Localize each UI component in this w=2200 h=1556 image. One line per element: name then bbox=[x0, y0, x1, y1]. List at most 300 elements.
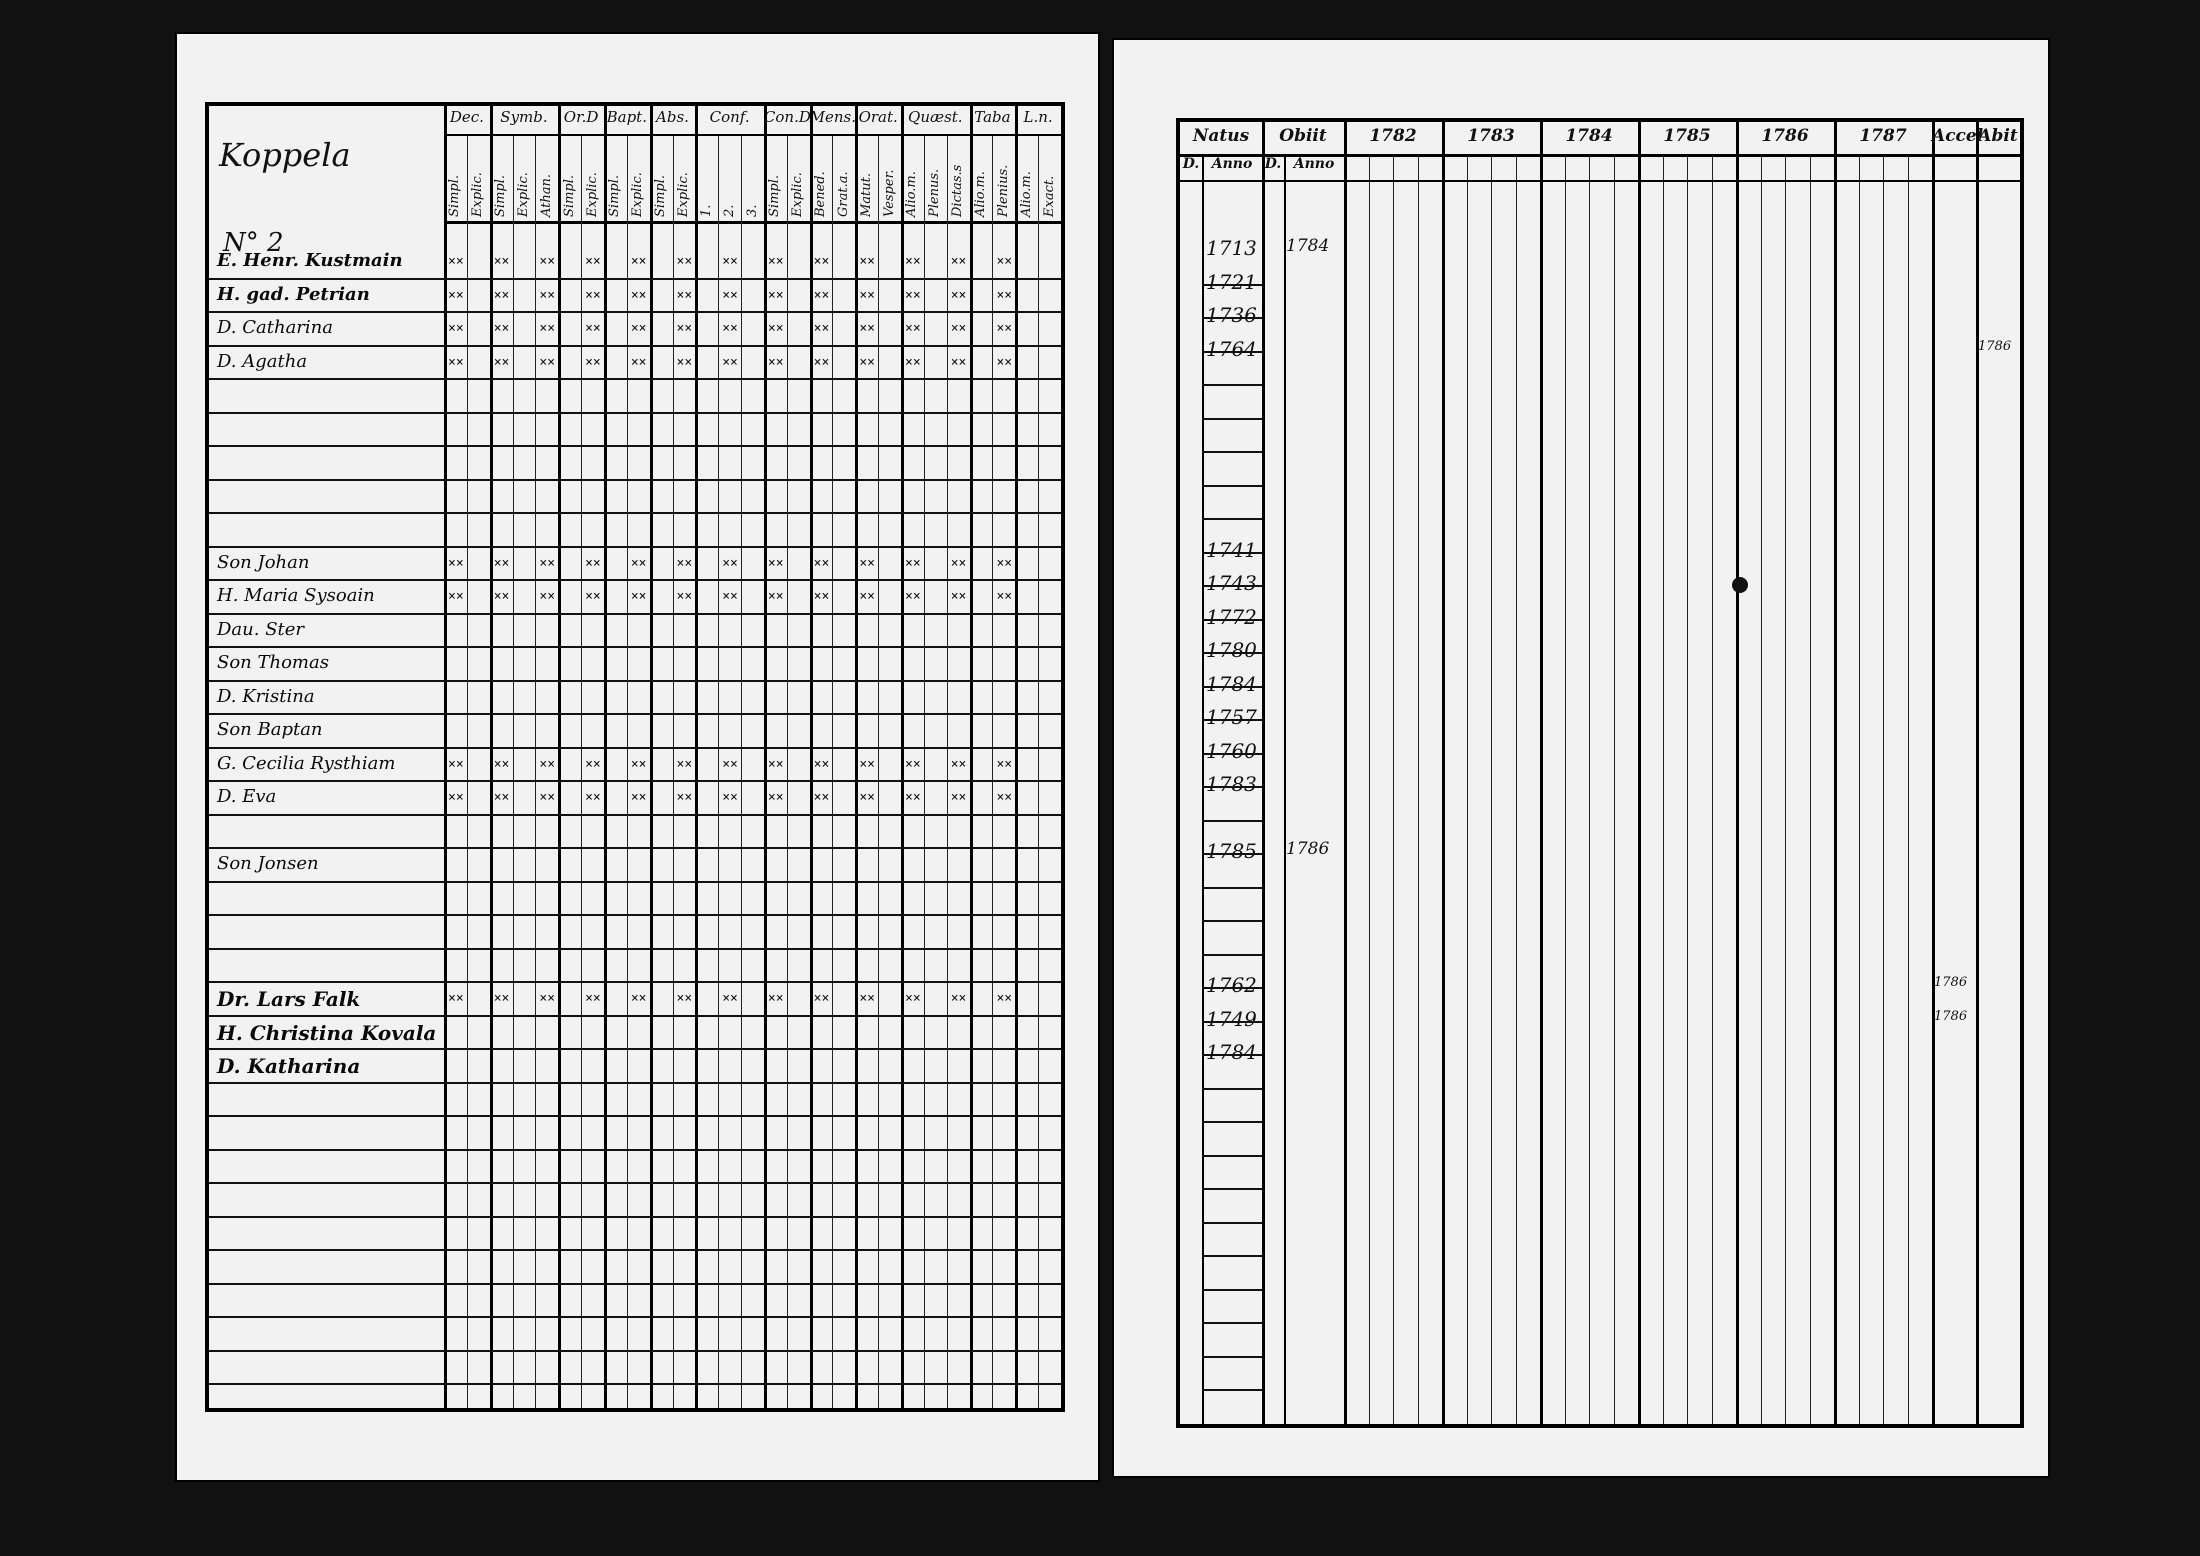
exam-mark: ×× bbox=[859, 991, 875, 1006]
exam-mark: ×× bbox=[448, 790, 464, 805]
right-row-line bbox=[1202, 1322, 1262, 1324]
right-row-line bbox=[1202, 1121, 1262, 1123]
right-subcolumn-header: Anno bbox=[1211, 156, 1253, 172]
exam-mark: ×× bbox=[813, 321, 830, 336]
exam-mark: ×× bbox=[950, 354, 967, 370]
register-row-line bbox=[209, 613, 1061, 615]
birth-year: 1762 bbox=[1206, 973, 1257, 997]
birth-year: 1784 bbox=[1206, 671, 1257, 696]
birth-year: 1749 bbox=[1206, 1006, 1257, 1031]
right-row-line bbox=[1202, 1389, 1262, 1391]
exam-mark: ×× bbox=[950, 555, 967, 571]
birth-year: 1783 bbox=[1206, 772, 1257, 796]
subcolumn-header: Explic. bbox=[584, 172, 600, 217]
register-row-line bbox=[209, 881, 1061, 883]
birth-year: 1780 bbox=[1206, 638, 1257, 662]
header-mid-divider bbox=[444, 134, 1061, 136]
column-divider bbox=[650, 106, 653, 1408]
right-column-divider bbox=[1540, 122, 1543, 1424]
column-header-7: Mens. bbox=[809, 108, 856, 126]
exam-mark: ×× bbox=[448, 756, 464, 772]
exam-mark: ×× bbox=[813, 790, 830, 805]
exam-mark: ×× bbox=[630, 991, 647, 1006]
exam-mark: ×× bbox=[813, 756, 830, 772]
register-row-line bbox=[209, 1149, 1061, 1151]
exam-mark: ×× bbox=[767, 254, 784, 269]
register-row-line bbox=[209, 1015, 1061, 1017]
right-row-line bbox=[1202, 1255, 1262, 1257]
register-row-line bbox=[209, 680, 1061, 682]
exam-mark: ×× bbox=[493, 287, 510, 303]
subcolumn-header: Plenus. bbox=[927, 168, 943, 217]
header-divider bbox=[444, 221, 1061, 224]
year-subcolumn-divider bbox=[1369, 154, 1370, 1424]
exam-mark: ×× bbox=[905, 756, 921, 772]
register-row-line bbox=[209, 445, 1061, 447]
right-column-divider bbox=[1834, 122, 1837, 1424]
exam-mark: ×× bbox=[448, 254, 464, 269]
year-subcolumn-divider bbox=[1589, 154, 1590, 1424]
exam-mark: ×× bbox=[493, 321, 510, 336]
exam-mark: ×× bbox=[676, 354, 693, 370]
exam-mark: ×× bbox=[585, 555, 601, 571]
exam-mark: ×× bbox=[813, 354, 830, 370]
exam-mark: ×× bbox=[539, 555, 556, 571]
column-header-8: Orat. bbox=[858, 108, 898, 126]
resident-name: Son Johan bbox=[217, 551, 310, 573]
column-header-9: Quæst. bbox=[908, 108, 963, 126]
column-header-6: Con.D bbox=[763, 108, 811, 126]
exam-mark: ×× bbox=[585, 589, 601, 604]
year-subcolumn-divider bbox=[1810, 154, 1811, 1424]
exam-mark: ×× bbox=[448, 354, 464, 370]
subcolumn-header: Grat.a. bbox=[835, 171, 851, 217]
year-subcolumn-divider bbox=[1883, 154, 1884, 1424]
subcolumn-header: Explic. bbox=[515, 172, 531, 217]
exam-mark: ×× bbox=[630, 555, 647, 571]
year-subcolumn-divider bbox=[1418, 154, 1419, 1424]
parish-title: Koppela bbox=[219, 136, 351, 174]
register-row-line bbox=[209, 546, 1061, 548]
register-row-line bbox=[209, 981, 1061, 983]
subcolumn-header: Simpl. bbox=[493, 174, 509, 217]
exam-mark: ×× bbox=[585, 991, 601, 1006]
right-row-line bbox=[1202, 384, 1262, 386]
exam-mark: ×× bbox=[722, 589, 738, 604]
right-column-header-0: Natus bbox=[1192, 126, 1250, 146]
resident-name: Son Jonsen bbox=[217, 853, 319, 874]
right-column-header-5: 1785 bbox=[1663, 126, 1711, 146]
column-header-2: Or.D bbox=[563, 108, 599, 126]
right-column-header-8: Accel bbox=[1932, 126, 1984, 146]
exam-mark: ×× bbox=[996, 991, 1013, 1006]
exam-mark: ×× bbox=[859, 555, 875, 571]
birth-year: 1760 bbox=[1206, 738, 1257, 763]
exam-mark: ×× bbox=[630, 321, 647, 336]
column-header-0: Dec. bbox=[449, 108, 484, 126]
exam-mark: ×× bbox=[676, 790, 693, 805]
exam-mark: ×× bbox=[859, 354, 875, 370]
exam-mark: ×× bbox=[996, 354, 1013, 370]
register-row-line bbox=[209, 1082, 1061, 1084]
column-header-10: Taba bbox=[974, 108, 1011, 126]
exam-mark: ×× bbox=[676, 287, 693, 303]
exam-mark: ×× bbox=[859, 756, 875, 772]
exam-mark: ×× bbox=[539, 287, 556, 303]
exam-mark: ×× bbox=[950, 756, 967, 772]
right-column-header-6: 1786 bbox=[1761, 126, 1809, 146]
right-column-header-1: Obiit bbox=[1279, 126, 1327, 146]
exam-mark: ×× bbox=[722, 254, 738, 269]
register-row-line bbox=[209, 1216, 1061, 1218]
register-row-line bbox=[209, 948, 1061, 950]
exam-mark: ×× bbox=[539, 756, 556, 772]
subcolumn-header: Alio.m. bbox=[973, 171, 989, 217]
column-header-5: Conf. bbox=[709, 108, 750, 126]
column-divider bbox=[558, 106, 561, 1408]
subcolumn-header: Exact. bbox=[1041, 175, 1057, 217]
exam-mark: ×× bbox=[448, 589, 464, 604]
exam-mark: ×× bbox=[813, 254, 830, 269]
exam-mark: ×× bbox=[539, 589, 556, 604]
birth-year: 1757 bbox=[1206, 705, 1257, 729]
subcolumn-header: Explic. bbox=[675, 172, 691, 217]
column-divider bbox=[764, 106, 767, 1408]
exam-mark: ×× bbox=[676, 991, 693, 1006]
register-row-line bbox=[209, 1316, 1061, 1318]
exam-mark: ×× bbox=[767, 555, 784, 571]
resident-name: Son Thomas bbox=[217, 652, 329, 673]
birth-year: 1764 bbox=[1206, 336, 1257, 361]
exam-mark: ×× bbox=[767, 287, 784, 303]
right-row-line bbox=[1202, 1356, 1262, 1358]
column-divider bbox=[970, 106, 973, 1408]
year-subcolumn-divider bbox=[1908, 154, 1909, 1424]
birth-year: 1743 bbox=[1206, 571, 1257, 595]
exam-mark: ×× bbox=[493, 589, 510, 604]
subcolumn-header: Vesper. bbox=[881, 169, 897, 217]
exam-mark: ×× bbox=[722, 555, 738, 571]
register-row-line bbox=[209, 814, 1061, 816]
column-divider bbox=[901, 106, 904, 1408]
exam-mark: ×× bbox=[767, 790, 784, 805]
register-row-line bbox=[209, 378, 1061, 380]
right-column-divider bbox=[1976, 122, 1979, 1424]
death-year: 1784 bbox=[1286, 236, 1330, 256]
exam-mark: ×× bbox=[493, 354, 510, 370]
exam-mark: ×× bbox=[859, 790, 875, 805]
exam-mark: ×× bbox=[950, 790, 967, 805]
exam-mark: ×× bbox=[767, 589, 784, 604]
register-row-line bbox=[209, 278, 1061, 280]
exam-mark: ×× bbox=[950, 254, 967, 269]
exam-mark: ×× bbox=[905, 254, 921, 269]
exam-mark: ×× bbox=[996, 287, 1013, 303]
exam-mark: ×× bbox=[493, 555, 510, 571]
right-column-divider bbox=[1262, 122, 1265, 1424]
register-row-line bbox=[209, 479, 1061, 481]
right-column-header-3: 1783 bbox=[1467, 126, 1515, 146]
resident-name: D. Eva bbox=[217, 786, 277, 807]
subcolumn-header: Explic. bbox=[790, 172, 806, 217]
exam-mark: ×× bbox=[859, 287, 875, 303]
register-row-line bbox=[209, 780, 1061, 782]
resident-name: Son Baptan bbox=[217, 719, 323, 740]
right-column-divider bbox=[1442, 122, 1445, 1424]
year-subcolumn-divider bbox=[1516, 154, 1517, 1424]
exam-mark: ×× bbox=[996, 555, 1013, 571]
subcolumn-header: 1. bbox=[698, 204, 714, 217]
column-header-1: Symb. bbox=[500, 108, 548, 126]
exam-mark: ×× bbox=[539, 321, 556, 336]
register-row-line bbox=[209, 847, 1061, 849]
right-column-divider bbox=[1344, 122, 1347, 1424]
right-column-header-7: 1787 bbox=[1859, 126, 1907, 146]
exam-mark: ×× bbox=[950, 321, 967, 336]
exam-mark: ×× bbox=[676, 756, 693, 772]
exam-mark: ×× bbox=[585, 756, 601, 772]
right-row-line bbox=[1202, 887, 1262, 889]
death-year: 1786 bbox=[1286, 839, 1330, 859]
column-header-11: L.n. bbox=[1023, 108, 1053, 126]
register-row-line bbox=[209, 579, 1061, 581]
right-row-line bbox=[1202, 1289, 1262, 1291]
exam-mark: ×× bbox=[905, 991, 921, 1006]
exam-mark: ×× bbox=[493, 254, 510, 269]
accel-year: 1786 bbox=[1934, 975, 1968, 990]
exam-mark: ×× bbox=[448, 321, 464, 336]
exam-mark: ×× bbox=[630, 254, 647, 269]
right-column-header-2: 1782 bbox=[1369, 126, 1417, 146]
subcolumn-header: 3. bbox=[744, 204, 760, 217]
column-divider bbox=[855, 106, 858, 1408]
name-column-divider bbox=[444, 106, 447, 1408]
column-header-4: Abs. bbox=[656, 108, 689, 126]
right-row-line bbox=[1202, 1188, 1262, 1190]
right-column-header-9: Abit bbox=[1978, 126, 2018, 146]
resident-name: H. Maria Sysoain bbox=[217, 585, 375, 606]
resident-name: D. Agatha bbox=[217, 350, 308, 372]
year-subcolumn-divider bbox=[1859, 154, 1860, 1424]
birth-year: 1741 bbox=[1206, 537, 1257, 562]
exam-mark: ×× bbox=[767, 354, 784, 370]
exam-mark: ×× bbox=[448, 287, 464, 303]
exam-mark: ×× bbox=[630, 589, 647, 604]
register-row-line bbox=[209, 311, 1061, 313]
exam-mark: ×× bbox=[996, 589, 1013, 604]
right-row-line bbox=[1202, 1088, 1262, 1090]
exam-mark: ×× bbox=[722, 321, 738, 336]
abit-year: 1786 bbox=[1978, 338, 2012, 354]
birth-year: 1713 bbox=[1206, 236, 1257, 260]
exam-mark: ×× bbox=[950, 287, 967, 303]
subcolumn-header: Simpl. bbox=[767, 174, 783, 217]
subcolumn-header: Dictas.s bbox=[950, 164, 966, 217]
household-number: N° 2 bbox=[223, 228, 284, 258]
register-row-line bbox=[209, 713, 1061, 715]
year-subcolumn-divider bbox=[1663, 154, 1664, 1424]
exam-mark: ×× bbox=[905, 287, 921, 303]
column-header-3: Bapt. bbox=[606, 108, 647, 126]
exam-mark: ×× bbox=[539, 354, 556, 370]
column-divider bbox=[695, 106, 698, 1408]
right-column-divider bbox=[1736, 122, 1739, 1424]
exam-mark: ×× bbox=[448, 555, 464, 571]
subcolumn-header: Alio.m. bbox=[1018, 171, 1034, 217]
subcolumn-header: 2. bbox=[721, 204, 737, 217]
exam-mark: ×× bbox=[585, 287, 601, 303]
register-row-line bbox=[209, 1115, 1061, 1117]
register-row-line bbox=[209, 1048, 1061, 1050]
right-row-line bbox=[1202, 920, 1262, 922]
column-divider bbox=[604, 106, 607, 1408]
exam-mark: ×× bbox=[905, 321, 921, 336]
right-subcolumn-header: D. bbox=[1264, 156, 1282, 172]
subcolumn-header: Simpl. bbox=[447, 174, 463, 217]
exam-mark: ×× bbox=[630, 790, 647, 805]
register-row-line bbox=[209, 646, 1061, 648]
right-row-line bbox=[1202, 485, 1262, 487]
birth-year: 1772 bbox=[1206, 604, 1257, 629]
exam-mark: ×× bbox=[722, 790, 738, 805]
right-column-divider bbox=[1638, 122, 1641, 1424]
exam-mark: ×× bbox=[813, 555, 830, 571]
exam-mark: ×× bbox=[676, 555, 693, 571]
exam-mark: ×× bbox=[905, 354, 921, 370]
subcolumn-header: Alio.m. bbox=[904, 171, 920, 217]
year-subcolumn-divider bbox=[1761, 154, 1762, 1424]
right-subcolumn-divider bbox=[1202, 154, 1204, 1424]
right-column-header-4: 1784 bbox=[1565, 126, 1613, 146]
exam-mark: ×× bbox=[539, 790, 556, 805]
birth-year: 1785 bbox=[1206, 839, 1257, 863]
resident-name: D. Catharina bbox=[217, 317, 333, 338]
exam-mark: ×× bbox=[859, 321, 875, 336]
ink-blot bbox=[1732, 577, 1748, 593]
right-subcolumn-header: D. bbox=[1182, 156, 1200, 172]
exam-mark: ×× bbox=[996, 756, 1013, 772]
resident-name: D. Katharina bbox=[217, 1054, 361, 1078]
register-row-line bbox=[209, 1350, 1061, 1352]
register-row-line bbox=[209, 914, 1061, 916]
subcolumn-header: Simpl. bbox=[653, 174, 669, 217]
exam-mark: ×× bbox=[813, 991, 830, 1006]
subcolumn-header: Bened. bbox=[813, 171, 829, 217]
subcolumn-header: Simpl. bbox=[561, 174, 577, 217]
exam-mark: ×× bbox=[859, 254, 875, 269]
right-row-line bbox=[1202, 820, 1262, 822]
right-row-line bbox=[1202, 518, 1262, 520]
exam-mark: ×× bbox=[767, 756, 784, 772]
register-row-line bbox=[209, 1383, 1061, 1385]
birth-year: 1736 bbox=[1206, 303, 1257, 327]
right-subheader-divider bbox=[1180, 180, 2020, 182]
exam-mark: ×× bbox=[630, 354, 647, 370]
exam-mark: ×× bbox=[813, 589, 830, 604]
exam-mark: ×× bbox=[905, 555, 921, 571]
register-row-line bbox=[209, 1182, 1061, 1184]
register-row-line bbox=[209, 1283, 1061, 1285]
exam-mark: ×× bbox=[676, 589, 693, 604]
resident-name: G. Cecilia Rysthiam bbox=[217, 752, 396, 774]
exam-mark: ×× bbox=[676, 321, 693, 336]
left-page bbox=[175, 32, 1100, 1482]
right-row-line bbox=[1202, 451, 1262, 453]
exam-mark: ×× bbox=[539, 991, 556, 1006]
birth-year: 1784 bbox=[1206, 1040, 1257, 1064]
year-subcolumn-divider bbox=[1785, 154, 1786, 1424]
subcolumn-header: Plenius. bbox=[995, 164, 1011, 217]
resident-name: H. gad. Petrian bbox=[217, 283, 370, 305]
right-header-divider bbox=[1180, 154, 2020, 157]
exam-mark: ×× bbox=[950, 589, 967, 604]
register-row-line bbox=[209, 412, 1061, 414]
exam-mark: ×× bbox=[630, 287, 647, 303]
exam-mark: ×× bbox=[813, 287, 830, 303]
right-row-line bbox=[1202, 418, 1262, 420]
exam-mark: ×× bbox=[950, 991, 967, 1006]
resident-name: Dau. Ster bbox=[217, 618, 305, 640]
year-subcolumn-divider bbox=[1565, 154, 1566, 1424]
exam-mark: ×× bbox=[905, 589, 921, 604]
left-register-grid bbox=[205, 102, 1065, 1412]
right-subcolumn-divider bbox=[1284, 154, 1286, 1424]
exam-mark: ×× bbox=[996, 321, 1013, 336]
exam-mark: ×× bbox=[585, 354, 601, 370]
subcolumn-header: Athan. bbox=[538, 173, 554, 217]
resident-name: H. Christina Kovala bbox=[217, 1020, 437, 1045]
exam-mark: ×× bbox=[722, 756, 738, 772]
year-subcolumn-divider bbox=[1467, 154, 1468, 1424]
right-row-line bbox=[1202, 1155, 1262, 1157]
subcolumn-header: Simpl. bbox=[607, 174, 623, 217]
exam-mark: ×× bbox=[539, 254, 556, 269]
subcolumn-header: Explic. bbox=[630, 172, 646, 217]
exam-mark: ×× bbox=[585, 790, 601, 805]
column-divider bbox=[810, 106, 813, 1408]
resident-name: D. Kristina bbox=[217, 685, 315, 707]
right-subcolumn-header: Anno bbox=[1293, 156, 1335, 172]
exam-mark: ×× bbox=[767, 321, 784, 336]
subcolumn-header: Matut. bbox=[858, 172, 874, 217]
year-subcolumn-divider bbox=[1687, 154, 1688, 1424]
year-subcolumn-divider bbox=[1393, 154, 1394, 1424]
exam-mark: ×× bbox=[493, 991, 510, 1006]
exam-mark: ×× bbox=[448, 991, 464, 1006]
year-subcolumn-divider bbox=[1491, 154, 1492, 1424]
exam-mark: ×× bbox=[905, 790, 921, 805]
exam-mark: ×× bbox=[585, 254, 601, 269]
exam-mark: ×× bbox=[767, 991, 784, 1006]
register-row-line bbox=[209, 512, 1061, 514]
birth-year: 1721 bbox=[1206, 269, 1257, 294]
exam-mark: ×× bbox=[996, 254, 1013, 269]
right-page bbox=[1112, 38, 2050, 1478]
exam-mark: ×× bbox=[493, 756, 510, 772]
right-column-divider bbox=[1932, 122, 1935, 1424]
exam-mark: ×× bbox=[630, 756, 647, 772]
exam-mark: ×× bbox=[493, 790, 510, 805]
right-row-line bbox=[1202, 1222, 1262, 1224]
exam-mark: ×× bbox=[722, 991, 738, 1006]
exam-mark: ×× bbox=[722, 354, 738, 370]
register-row-line bbox=[209, 747, 1061, 749]
year-subcolumn-divider bbox=[1712, 154, 1713, 1424]
exam-mark: ×× bbox=[722, 287, 738, 303]
right-row-line bbox=[1202, 954, 1262, 956]
register-row-line bbox=[209, 345, 1061, 347]
register-row-line bbox=[209, 1249, 1061, 1251]
